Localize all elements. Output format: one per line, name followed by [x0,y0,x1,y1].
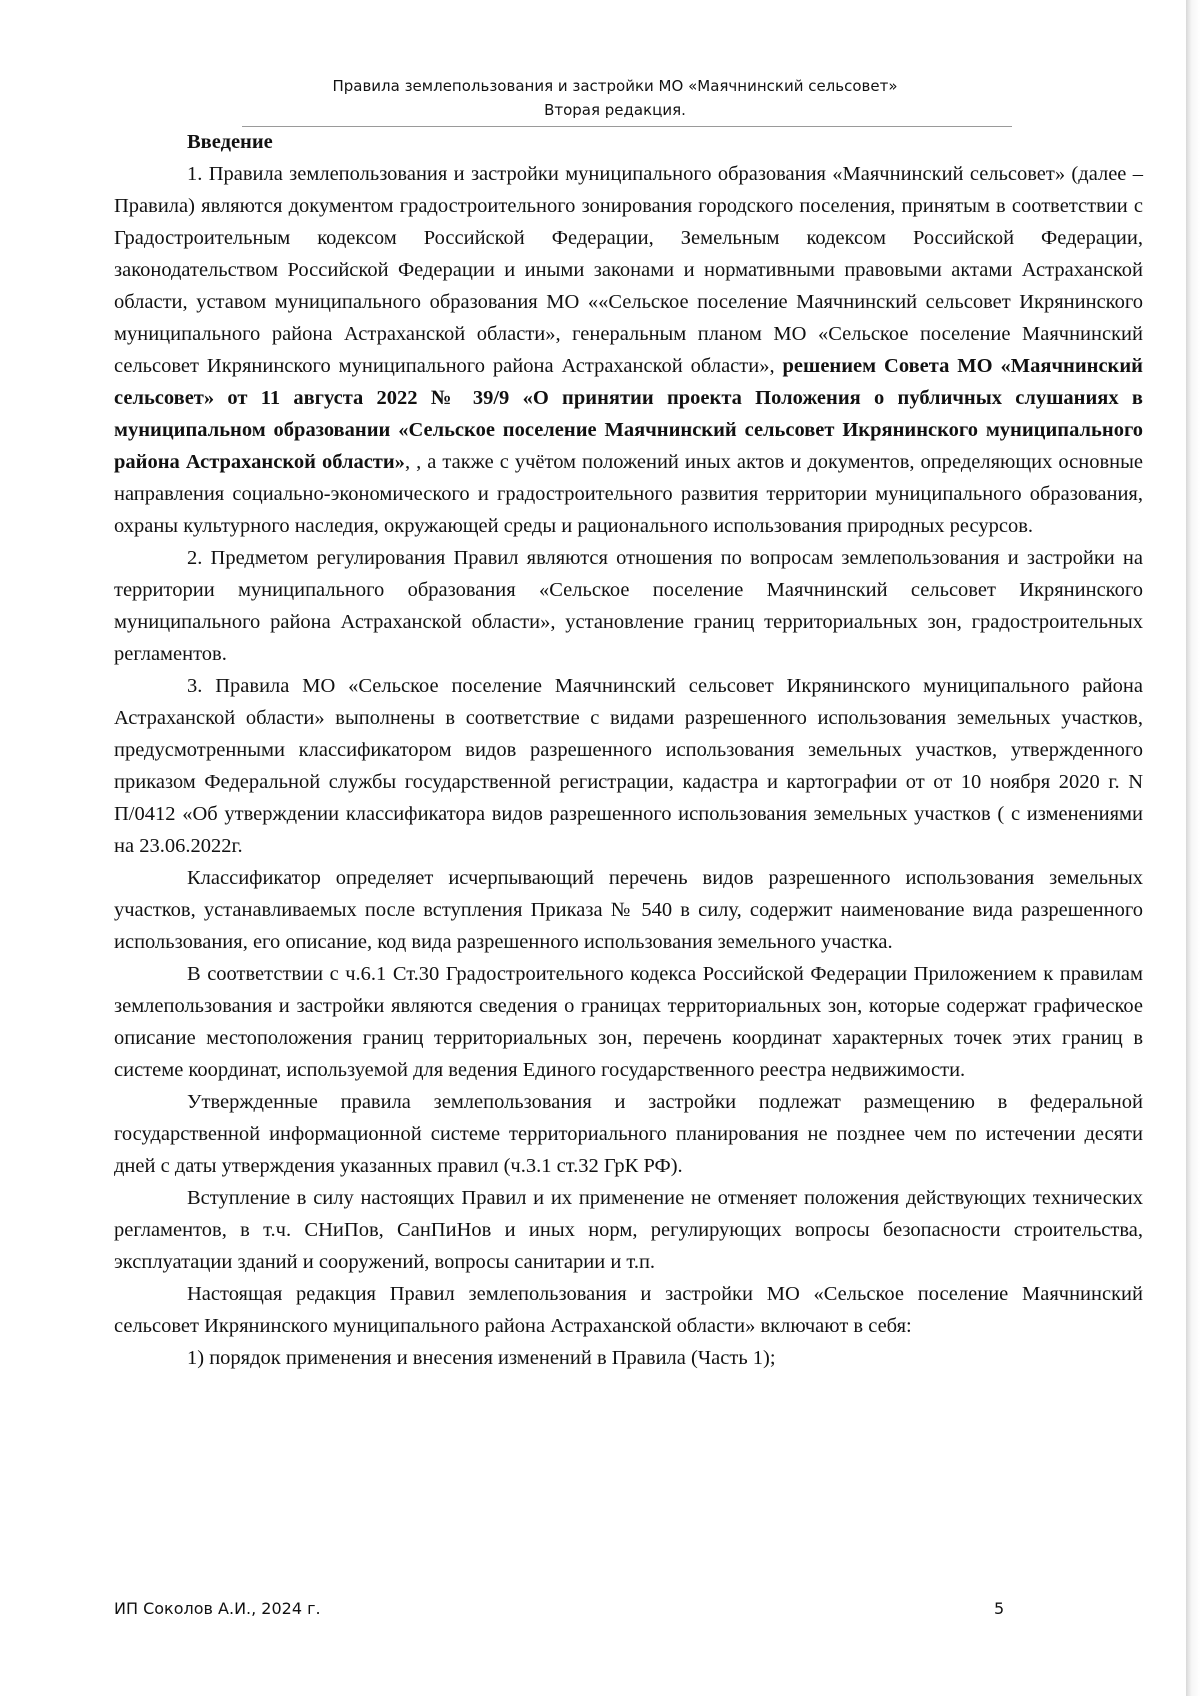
page-edge-shadow [1186,0,1200,1696]
header-edition: Вторая редакция. [544,101,686,119]
footer-author: ИП Соколов А.И., 2024 г. [114,1599,321,1618]
paragraph-1 [114,158,1143,542]
paragraph-5: В соответствии с ч.6.1 Ст.30 Градостроительного кодекса Российской Федерации Приложением к правилам землепользования и застройки являются сведения о границах территориальных зон, которые содержат графическое описание местоположения границ территориальных зон, перечень координат характерных точек этих границ в системе координат, используемой для ведения Единого государственного реестра недвижимости. [114,963,1143,1081]
section-title: Введение [187,131,273,153]
paragraph-1-text-b: , , а также с учётом положений иных актов и документов, определяющих основные направления социально-экономического и градостроительного развития территории муниципального образования, охраны культурного наследия, окружающей среды и рационального использования природных ресурсов. [114,451,1143,537]
header-title: Правила землепользования и застройки МО «Маячнинский сельсовет» [332,77,898,95]
paragraph-1-text-a: 1. Правила землепользования и застройки муниципального образования «Маячнинский сельсовет» (далее – Правила) являются документом градостроительного зонирования городского поселения, принятым в соответствии с Градостроительным кодексом Российской Федерации, Земельным кодексом Российской Федерации, законодательством Российской Федерации и иными законами и нормативными правовыми актами Астраханской области, уставом муниципального образования МО ««Сельское поселение Маячнинский сельсовет Икрянинского муниципального района Астраханской области», генеральным планом МО «Сельское поселение Маячнинский сельсовет Икрянинского муниципального района Астраханской области», [114,163,1143,377]
paragraph-1-bold-reference: решением Совета МО «Маячнинский сельсовет» от 11 августа 2022 № 39/9 «О принятии проекта Положения о публичных слушаниях в муниципальном образовании «Сельское поселение Маячнинский сельсовет Икрянинского муниципального района Астраханской области» [114,355,1143,473]
paragraph-7: Вступление в силу настоящих Правил и их применение не отменяет положения действующих технических регламентов, в т.ч. СНиПов, СанПиНов и иных норм, регулирующих вопросы безопасности строительства, эксплуатации зданий и сооружений, вопросы санитарии и т.п. [114,1187,1143,1273]
paragraph-6: Утвержденные правила землепользования и застройки подлежат размещению в федеральной государственной информационной системе территориального планирования не позднее чем по истечении десяти дней с даты утверждения указанных правил (ч.3.1 ст.32 ГрК РФ). [114,1091,1143,1177]
running-header [220,74,1010,122]
paragraph-4: Классификатор определяет исчерпывающий перечень видов разрешенного использования земельных участков, устанавливаемых после вступления Приказа № 540 в силу, содержит наименование вида разрешенного использования, его описание, код вида разрешенного использования земельного участка. [114,867,1143,953]
paragraph-2: 2. Предметом регулирования Правил являются отношения по вопросам землепользования и застройки на территории муниципального образования «Сельское поселение Маячнинский сельсовет Икрянинского муниципального района Астраханской области», установление границ территориальных зон, градостроительных регламентов. [114,547,1143,665]
document-body [114,126,1143,1374]
paragraph-8: Настоящая редакция Правил землепользования и застройки МО «Сельское поселение Маячнинский сельсовет Икрянинского муниципального района Астраханской области» включают в себя: [114,1283,1143,1337]
paragraph-9: 1) порядок применения и внесения изменений в Правила (Часть 1); [187,1347,776,1369]
paragraph-3: 3. Правила МО «Сельское поселение Маячнинский сельсовет Икрянинского муниципального района Астраханской области» выполнены в соответствие с видами разрешенного использования земельных участков, предусмотренными классификатором видов разрешенного использования земельных участков, утвержденного приказом Федеральной службы государственной регистрации, кадастра и картографии от от 10 ноября 2020 г. N П/0412 «Об утверждении классификатора видов разрешенного использования земельных участков ( с изменениями на 23.06.2022г. [114,675,1143,857]
page-number: 5 [994,1599,1005,1618]
